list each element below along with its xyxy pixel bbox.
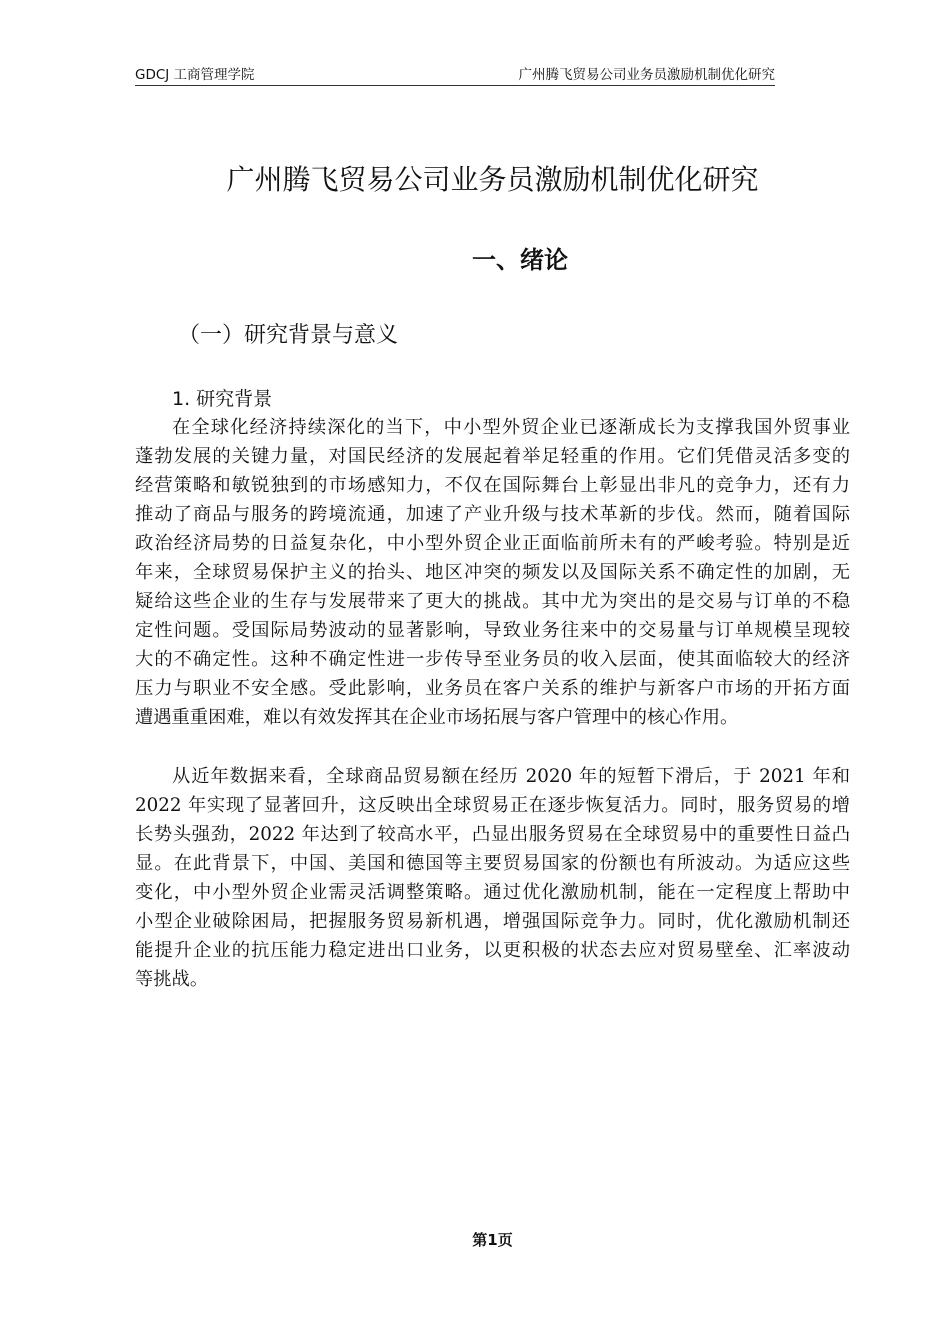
text-line: 蓬勃发展的关键力量，对国民经济的发展起着举足轻重的作用。它们凭借灵活多变的 [135,446,850,467]
page-number: 第1页 [472,1231,513,1249]
text-line: 长势头强劲，2022 年达到了较高水平，凸显出服务贸易在全球贸易中的重要性日益凸 [135,824,850,845]
paragraph-2 [135,762,850,994]
header-institution: GDCJ 工商管理学院 [135,67,255,83]
text-line: 定性问题。受国际局势波动的显著影响，导致业务往来中的交易量与订单规模呈现较 [135,620,850,641]
text-line: 能提升企业的抗压能力稳定进出口业务，以更积极的状态去应对贸易壁垒、汇率波动 [135,940,850,961]
text-line: 2022 年实现了显著回升，这反映出全球贸易正在逐步恢复活力。同时，服务贸易的增 [135,795,850,816]
text-line: 压力与职业不安全感。受此影响，业务员在客户关系的维护与新客户市场的开拓方面 [135,678,850,699]
text-line: 年来，全球贸易保护主义的抬头、地区冲突的频发以及国际关系不确定性的加剧，无 [135,562,850,583]
text-line: 政治经济局势的日益复杂化，中小型外贸企业正面临前所未有的严峻考验。特别是近 [135,533,850,554]
text-line: 在全球化经济持续深化的当下，中小型外贸企业已逐渐成长为支撑我国外贸事业 [172,417,850,438]
document-title: 广州腾飞贸易公司业务员激励机制优化研究 [226,163,759,196]
subsection-heading: 1. 研究背景 [172,388,273,410]
text-line: 等挑战。 [135,969,209,990]
chapter-heading: 一、绪论 [472,246,568,274]
text-line: 经营策略和敏锐独到的市场感知力，不仅在国际舞台上彰显出非凡的竞争力，还有力 [135,475,850,496]
text-line: 大的不确定性。这种不确定性进一步传导至业务员的收入层面，使其面临较大的经济 [135,649,850,670]
text-line: 从近年数据来看，全球商品贸易额在经历 2020 年的短暂下滑后，于 2021 年和 [172,766,850,787]
text-line: 疑给这些企业的生存与发展带来了更大的挑战。其中尤为突出的是交易与订单的不稳 [135,591,850,612]
header-doc-title: 广州腾飞贸易公司业务员激励机制优化研究 [518,67,775,83]
text-line: 小型企业破除困局，把握服务贸易新机遇，增强国际竞争力。同时，优化激励机制还 [135,911,850,932]
page-header [135,66,775,86]
text-line: 变化，中小型外贸企业需灵活调整策略。通过优化激励机制，能在一定程度上帮助中 [135,882,850,903]
text-line: 显。在此背景下，中国、美国和德国等主要贸易国家的份额也有所波动。为适应这些 [135,853,850,874]
text-line: 推动了商品与服务的跨境流通，加速了产业升级与技术革新的步伐。然而，随着国际 [135,504,850,525]
paragraph-1 [135,413,850,732]
section-heading: （一）研究背景与意义 [178,323,399,348]
text-line: 遭遇重重困难，难以有效发挥其在企业市场拓展与客户管理中的核心作用。 [135,707,739,728]
